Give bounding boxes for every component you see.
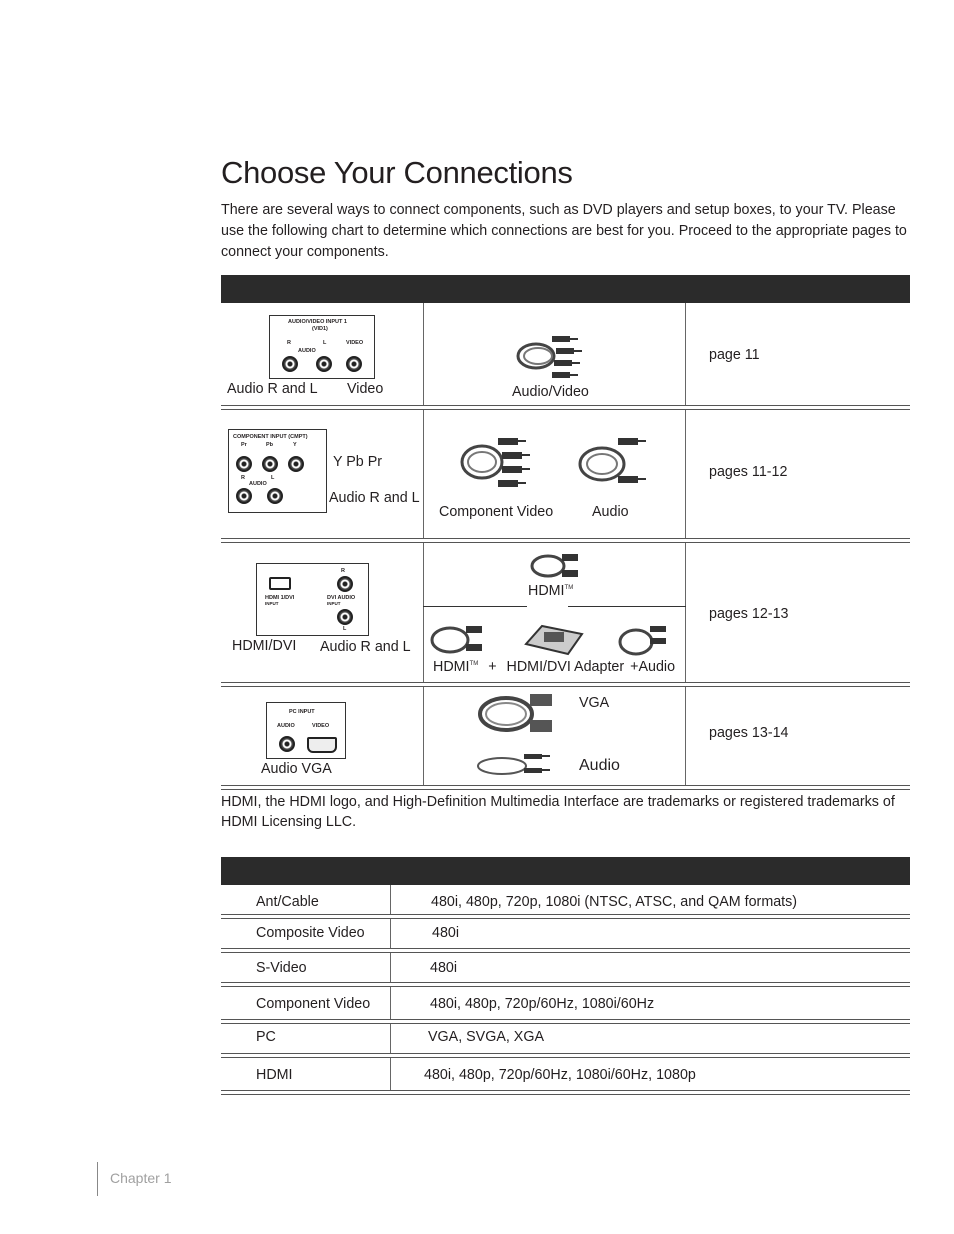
- col-divider: [423, 303, 424, 406]
- rca-jack-icon: [267, 488, 283, 504]
- resolution-input: HDMI: [256, 1067, 293, 1083]
- label-audio-rl: Audio R and L: [320, 639, 411, 655]
- row-divider: [221, 405, 910, 410]
- audio-sublabel: AUDIO: [249, 481, 267, 487]
- resolution-input: S-Video: [256, 960, 307, 976]
- footer-rule: [97, 1162, 98, 1196]
- resolution-input: PC: [256, 1029, 276, 1045]
- col-divider: [423, 410, 424, 539]
- rca-jack-icon: [337, 609, 353, 625]
- rca-jack-icon: [346, 356, 362, 372]
- jack-label: R: [241, 475, 245, 481]
- panel-sublabel: INPUT: [265, 601, 279, 606]
- rca-jack-icon: [262, 456, 278, 472]
- panel-subtitle: (VID1): [312, 326, 328, 332]
- row-divider: [221, 682, 910, 687]
- resolution-input: Ant/Cable: [256, 894, 319, 910]
- hdmi-port-icon: [269, 577, 291, 590]
- jack-label: L: [323, 340, 327, 346]
- panel-label: HDMI 1/DVI: [265, 595, 295, 601]
- jack-label: L: [271, 475, 275, 481]
- jack-label: R: [341, 568, 345, 574]
- vga-cable-icon: [476, 690, 560, 738]
- jack-label: L: [343, 626, 347, 632]
- col-divider: [390, 1058, 391, 1090]
- audio-jack-icon: [279, 736, 295, 752]
- label-video: Video: [347, 381, 384, 397]
- jack-label: Pr: [241, 442, 247, 448]
- panel-sublabel: INPUT: [327, 601, 341, 606]
- cable-label-hdmi-combo: [433, 659, 675, 675]
- page-title: Choose Your Connections: [221, 155, 573, 190]
- panel-label: DVI AUDIO: [327, 595, 356, 601]
- resolution-input: Component Video: [256, 996, 371, 1012]
- jack-label: Pb: [266, 442, 274, 448]
- tm-mark: TM: [469, 661, 479, 668]
- adapter-text: HDMI/DVI Adapter: [506, 659, 625, 675]
- row-divider: [221, 982, 910, 987]
- resolution-formats: 480i, 480p, 720p/60Hz, 1080i/60Hz, 1080p: [424, 1067, 696, 1083]
- label-audio-rl: Audio R and L: [227, 381, 318, 397]
- rca-jack-icon: [288, 456, 304, 472]
- resolution-formats: 480i: [432, 925, 460, 941]
- connections-header-bar: [221, 275, 910, 303]
- pages-ref-3: pages 12-13: [709, 606, 789, 622]
- hdmi-input-panel: [256, 563, 369, 636]
- col-divider: [390, 919, 391, 948]
- plus-sign: +: [488, 659, 497, 675]
- cable-label-hdmi: [528, 583, 573, 599]
- col-divider: [685, 543, 686, 683]
- label-audio-rl: Audio R and L: [329, 490, 420, 506]
- pc-input-panel: [266, 702, 346, 759]
- cable-label-component: Component Video: [439, 504, 554, 520]
- resolution-formats: VGA, SVGA, XGA: [428, 1029, 545, 1045]
- row-divider: [221, 1019, 910, 1024]
- col-divider: [423, 543, 424, 683]
- resolution-formats: 480i, 480p, 720p/60Hz, 1080i/60Hz: [430, 996, 655, 1012]
- label-hdmi-dvi: HDMI/DVI: [232, 638, 297, 654]
- row-divider: [221, 914, 910, 919]
- component-cable-icon: [458, 430, 532, 494]
- hdmi-text: HDMI: [433, 659, 470, 675]
- chapter-label: Chapter 1: [110, 1170, 172, 1186]
- resolution-formats: 480i, 480p, 720p, 1080i (NTSC, ATSC, and QAM formats): [431, 894, 798, 910]
- trademark-footnote: HDMI, the HDMI logo, and High-Definition Multimedia Interface are trademarks or registered trademarks of HDMI Licensing LLC.: [221, 794, 895, 830]
- rca-jack-icon: [236, 488, 252, 504]
- col-divider: [685, 303, 686, 406]
- pages-ref-2: pages 11-12: [709, 464, 788, 480]
- cable-label-audio: Audio: [579, 757, 620, 774]
- col-divider: [685, 410, 686, 539]
- col-divider: [390, 1024, 391, 1053]
- row-divider: [221, 1090, 910, 1095]
- hdmi-cable-icon: [428, 622, 488, 658]
- col-divider: [390, 987, 391, 1019]
- col-divider: [685, 687, 686, 786]
- audio-cable-icon: [616, 622, 674, 658]
- hdmi-cable-icon: [528, 550, 582, 582]
- row-divider: [221, 538, 910, 543]
- component-input-panel: [228, 429, 327, 513]
- panel-label: VIDEO: [312, 723, 330, 729]
- col-divider: [390, 885, 391, 914]
- label-ypbpr: Y Pb Pr: [333, 454, 383, 470]
- hdmi-text: HDMI: [528, 583, 565, 599]
- col-divider: [423, 687, 424, 786]
- cable-label-av: Audio/Video: [512, 384, 589, 400]
- cable-label-vga: VGA: [579, 695, 610, 711]
- panel-title: AUDIO/VIDEO INPUT 1: [288, 319, 347, 325]
- pages-ref-1: page 11: [709, 347, 760, 363]
- audio-sublabel: AUDIO: [298, 348, 316, 354]
- audio-cable-icon: [576, 432, 650, 492]
- col-divider: [390, 953, 391, 982]
- split-line: [423, 606, 527, 607]
- av-cable-icon: [512, 328, 584, 384]
- rca-jack-icon: [236, 456, 252, 472]
- resolution-formats: 480i: [430, 960, 458, 976]
- rca-jack-icon: [337, 576, 353, 592]
- audio-text: Audio: [638, 659, 676, 675]
- hdmi-dvi-adapter-icon: [522, 620, 590, 658]
- rca-jack-icon: [316, 356, 332, 372]
- plus-sign: +: [630, 659, 639, 675]
- panel-label: AUDIO: [277, 723, 295, 729]
- vga-port-icon: [307, 737, 337, 753]
- split-line: [568, 606, 686, 607]
- panel-title: PC INPUT: [289, 709, 315, 715]
- row-divider: [221, 1053, 910, 1058]
- pages-ref-4: pages 13-14: [709, 725, 789, 741]
- resolution-header-bar: [221, 857, 910, 885]
- intro-paragraph: There are several ways to connect components, such as DVD players and setup boxes, to your TV. Please use the following chart to determine which connections are best for you. Proceed to the appropriate pages to connect your components.: [221, 202, 907, 260]
- jack-label: Y: [293, 442, 297, 448]
- row-divider: [221, 785, 910, 790]
- audio-minijack-cable-icon: [474, 750, 554, 780]
- row-divider: [221, 948, 910, 953]
- resolution-input: Composite Video: [256, 925, 365, 941]
- rca-jack-icon: [282, 356, 298, 372]
- tm-mark: TM: [564, 585, 574, 592]
- cable-label-audio: Audio: [592, 504, 629, 520]
- panel-title: COMPONENT INPUT (CMPT): [233, 434, 308, 440]
- jack-label: VIDEO: [346, 340, 364, 346]
- av-input-panel: [269, 315, 375, 379]
- label-audio-vga: Audio VGA: [261, 761, 332, 777]
- jack-label: R: [287, 340, 291, 346]
